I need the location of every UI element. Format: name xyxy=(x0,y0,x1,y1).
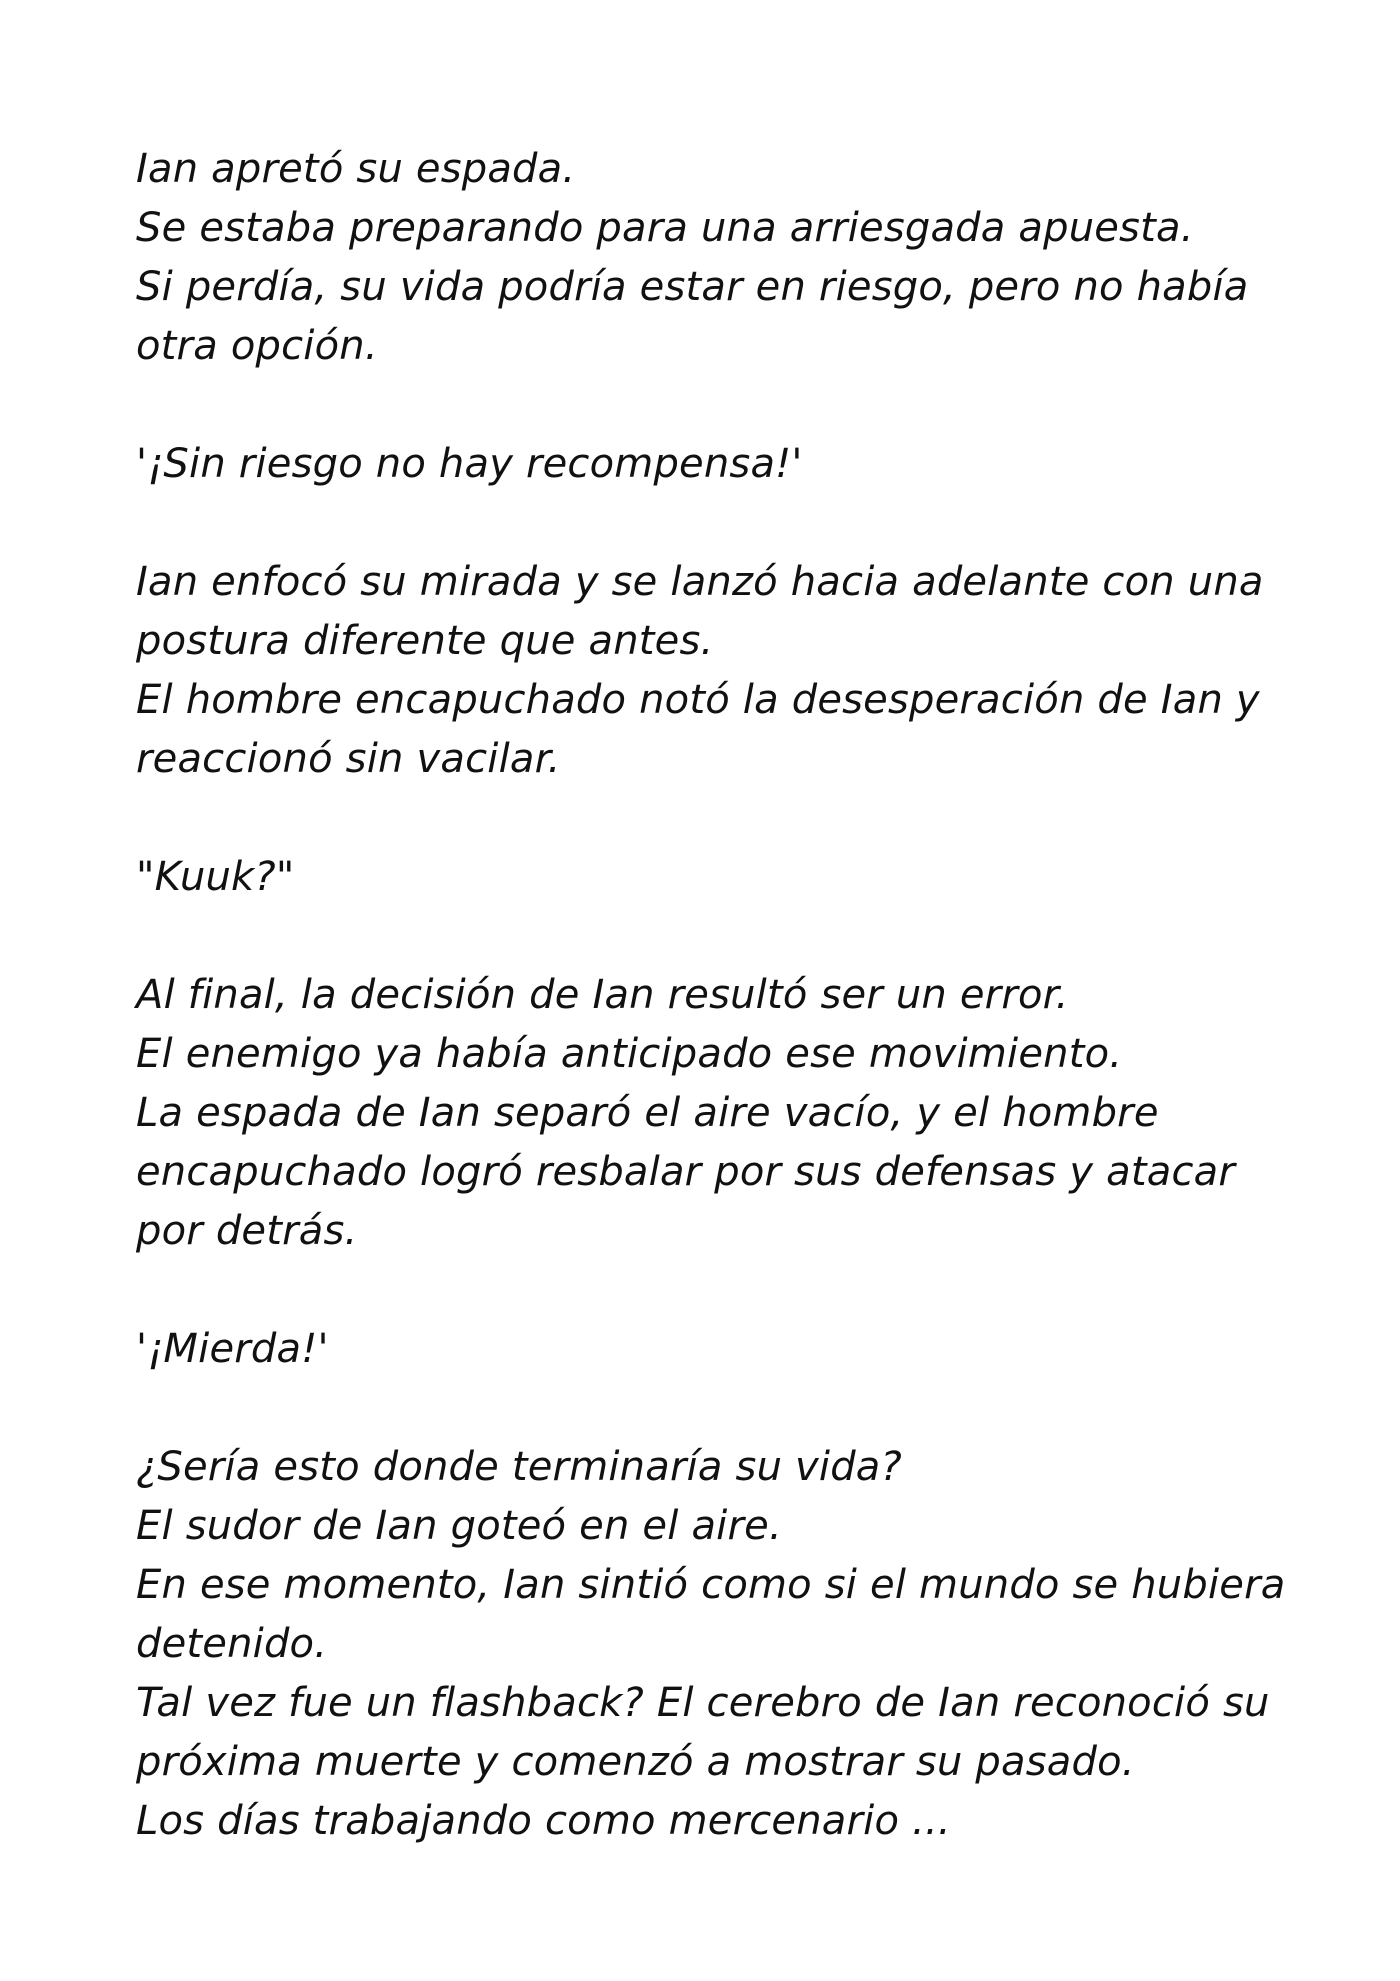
text-line: Ian enfocó su mirada y se lanzó hacia adelante con una xyxy=(136,559,1264,605)
text-line: Ian apretó su espada. xyxy=(136,146,576,192)
paragraph xyxy=(136,1438,1316,1851)
story-text xyxy=(136,140,1316,1851)
text-line: El hombre encapuchado notó la desesperación de Ian y xyxy=(136,677,1260,723)
text-line: próxima muerte y comenzó a mostrar su pasado. xyxy=(136,1739,1135,1785)
text-line: Se estaba preparando para una arriesgada apuesta. xyxy=(136,205,1194,251)
text-line: La espada de Ian separó el aire vacío, y el hombre xyxy=(136,1090,1159,1136)
text-line: reaccionó sin vacilar. xyxy=(136,736,561,782)
text-line: ¿Sería esto donde terminaría su vida? xyxy=(136,1444,902,1490)
paragraph-gap xyxy=(136,1379,1316,1438)
paragraph xyxy=(136,1320,1316,1379)
text-line: por detrás. xyxy=(136,1208,358,1254)
paragraph-gap xyxy=(136,494,1316,553)
text-line: Tal vez fue un flashback? El cerebro de Ian reconoció su xyxy=(136,1680,1270,1726)
paragraph xyxy=(136,140,1316,376)
text-line: '¡Sin riesgo no hay recompensa!' xyxy=(136,441,803,487)
text-line: El enemigo ya había anticipado ese movimiento. xyxy=(136,1031,1123,1077)
paragraph xyxy=(136,848,1316,907)
text-line: Si perdía, su vida podría estar en riesgo, pero no había xyxy=(136,264,1249,310)
paragraph xyxy=(136,553,1316,789)
text-line: otra opción. xyxy=(136,323,378,369)
text-line: '¡Mierda!' xyxy=(136,1326,329,1372)
paragraph xyxy=(136,435,1316,494)
text-line: detenido. xyxy=(136,1621,328,1667)
paragraph xyxy=(136,966,1316,1261)
paragraph-gap xyxy=(136,376,1316,435)
text-line: Al final, la decisión de Ian resultó ser un error. xyxy=(136,972,1069,1018)
text-line: El sudor de Ian goteó en el aire. xyxy=(136,1503,782,1549)
text-line: Los días trabajando como mercenario ... xyxy=(136,1798,951,1844)
text-line: encapuchado logró resbalar por sus defensas y atacar xyxy=(136,1149,1235,1195)
paragraph-gap xyxy=(136,1261,1316,1320)
text-line: postura diferente que antes. xyxy=(136,618,714,664)
text-line: "Kuuk?" xyxy=(136,854,295,900)
text-line: En ese momento, Ian sintió como si el mundo se hubiera xyxy=(136,1562,1286,1608)
paragraph-gap xyxy=(136,789,1316,848)
paragraph-gap xyxy=(136,907,1316,966)
